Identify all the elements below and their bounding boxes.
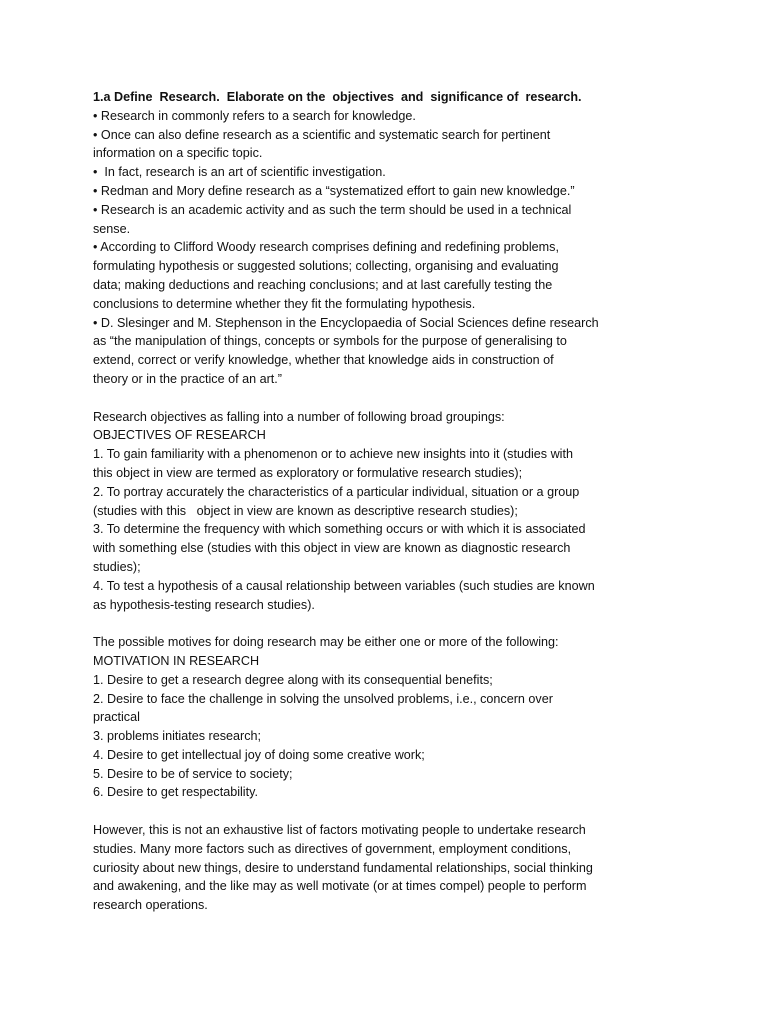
definition-line: • Redman and Mory define research as a “systematized effort to gain new knowledge.” [93,183,575,198]
objectives-line: studies); [93,559,141,574]
motivation-intro: The possible motives for doing research may be either one or more of the following: [93,635,559,650]
definition-line: • According to Clifford Woody research comprises defining and redefining problems, [93,240,559,255]
closing-line: curiosity about new things, desire to understand fundamental relationships, social thinking [93,860,593,875]
closing-line: research operations. [93,898,208,913]
objectives-line: this object in view are termed as exploratory or formulative research studies); [93,465,523,480]
motivation-line: 4. Desire to get intellectual joy of doing some creative work; [93,747,425,762]
definition-line: conclusions to determine whether they fit the formulating hypothesis. [93,296,476,311]
objectives-intro: Research objectives as falling into a number of following broad groupings: [93,409,505,424]
definition-line: theory or in the practice of an art.” [93,371,282,386]
document-body [93,88,653,915]
paragraph-gap [93,389,653,408]
motivation-line: 1. Desire to get a research degree along with its consequential benefits; [93,672,493,687]
objectives-section [93,408,653,615]
definition-line: • Research in commonly refers to a search for knowledge. [93,108,416,123]
definition-line: • Once can also define research as a scientific and systematic search for pertinent [93,127,551,142]
paragraph-gap [93,614,653,633]
objectives-line: 4. To test a hypothesis of a causal relationship between variables (such studies are known [93,578,595,593]
definition-line: formulating hypothesis or suggested solutions; collecting, organising and evaluating [93,259,559,274]
definition-line: sense. [93,221,131,236]
motivation-line: practical [93,710,140,725]
closing-line: studies. Many more factors such as directives of government, employment conditions, [93,841,572,856]
objectives-line: 3. To determine the frequency with which something occurs or with which it is associated [93,522,586,537]
objectives-line: (studies with this object in view are known as descriptive research studies); [93,503,518,518]
motivation-section [93,633,653,802]
closing-line: and awakening, and the like may as well motivate (or at times compel) people to perform [93,879,587,894]
objectives-line: as hypothesis-testing research studies). [93,597,315,612]
definition-line: • D. Slesinger and M. Stephenson in the Encyclopaedia of Social Sciences define research [93,315,599,330]
objectives-line: with something else (studies with this object in view are known as diagnostic research [93,541,571,556]
motivation-line: 2. Desire to face the challenge in solving the unsolved problems, i.e., concern over [93,691,553,706]
definition-line: • Research is an academic activity and as such the term should be used in a technical [93,202,572,217]
definition-section [93,107,653,389]
objectives-line: 1. To gain familiarity with a phenomenon or to achieve new insights into it (studies with [93,447,573,462]
definition-line: extend, correct or verify knowledge, whether that knowledge aids in construction of [93,353,554,368]
objectives-heading: OBJECTIVES OF RESEARCH [93,428,266,443]
definition-line: data; making deductions and reaching conclusions; and at last carefully testing the [93,277,553,292]
definition-line: as “the manipulation of things, concepts or symbols for the purpose of generalising to [93,334,567,349]
motivation-line: 5. Desire to be of service to society; [93,766,293,781]
definition-line: • In fact, research is an art of scientific investigation. [93,165,386,180]
closing-paragraph [93,821,653,915]
closing-line: However, this is not an exhaustive list of factors motivating people to undertake research [93,823,586,838]
definition-line: information on a specific topic. [93,146,263,161]
paragraph-gap [93,802,653,821]
motivation-line: 3. problems initiates research; [93,729,261,744]
motivation-heading: MOTIVATION IN RESEARCH [93,653,260,668]
objectives-line: 2. To portray accurately the characteristics of a particular individual, situation or a group [93,484,580,499]
document-title: 1.a Define Research. Elaborate on the objectives and significance of research. [93,90,582,104]
motivation-line: 6. Desire to get respectability. [93,785,258,800]
